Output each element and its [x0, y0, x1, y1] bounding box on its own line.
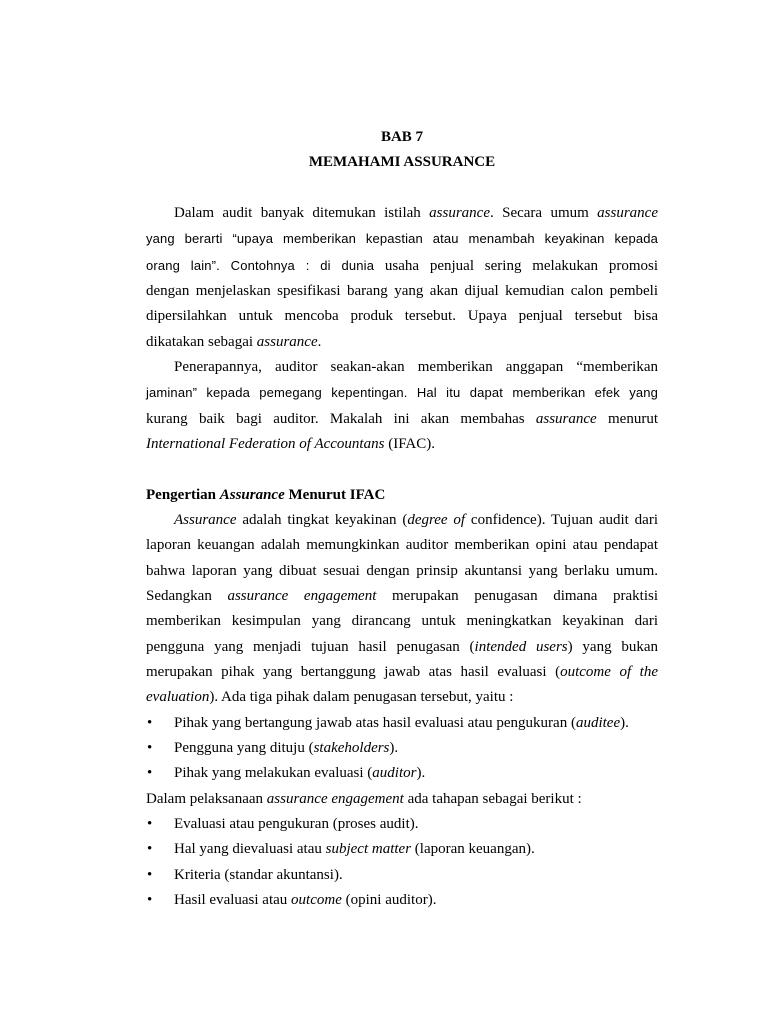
paragraph-intro [146, 201, 658, 355]
text-line [146, 685, 658, 710]
text-line [146, 226, 658, 252]
paragraph-definition [146, 508, 658, 711]
text-line [146, 304, 658, 329]
text-run: laporan keuangan adalah memungkinkan auditor memberikan opini atau pendapat [146, 537, 658, 554]
text-line [146, 609, 658, 634]
text-run: usaha penjual sering melakukan promosi [384, 257, 659, 274]
text-run: merupakan penugasan dimana praktisi [376, 587, 658, 604]
italic-text-run: outcome [291, 891, 342, 908]
text-line [146, 508, 658, 533]
italic-text-run: assurance [256, 333, 318, 350]
text-run: memberikan kesimpulan yang dirancang untuk meningkatkan keyakinan dari [146, 613, 658, 630]
text-line [146, 355, 658, 380]
bullet-icon: • [147, 841, 153, 858]
bullet-item [146, 761, 658, 786]
text-line [146, 279, 658, 304]
text-run: menurut [596, 410, 658, 427]
chapter-number: BAB 7 [380, 129, 424, 145]
text-line [146, 635, 658, 660]
italic-text-run: stakeholders [313, 739, 390, 756]
bullet-icon: • [147, 891, 153, 908]
italic-text-run: auditor [372, 765, 417, 782]
bullet-icon: • [147, 765, 153, 782]
text-run: Dalam audit banyak ditemukan istilah [174, 204, 430, 221]
text-run: orang lain”. Contohnya : di dunia [146, 257, 385, 273]
italic-text-run: Assurance [174, 511, 237, 528]
text-run: Hal yang dievaluasi atau [174, 841, 326, 858]
bullet-text [174, 740, 398, 756]
italic-text-run: assurance [597, 204, 658, 221]
paragraph-application [146, 355, 658, 457]
text-run: dipersilahkan untuk mencoba produk tersebut. Upaya penjual tersebut bisa [146, 308, 658, 325]
italic-text-run: assurance engagement [266, 790, 404, 807]
bullet-item [146, 863, 658, 888]
text-run: (laporan keuangan). [411, 841, 535, 858]
text-run: merupakan pihak yang bertanggung jawab atas hasil evaluasi ( [146, 663, 561, 680]
text-run: Dalam pelaksanaan [146, 790, 267, 807]
bullet-text [174, 765, 425, 781]
bullet-text [174, 841, 535, 857]
text-run: Menurut IFAC [284, 486, 386, 503]
text-line [146, 380, 658, 406]
text-line [146, 559, 658, 584]
italic-text-run: assurance [429, 204, 490, 221]
text-run: Penerapannya, auditor seakan-akan memberikan anggapan “memberikan [174, 358, 658, 375]
parties-list [146, 711, 658, 787]
bullet-item [146, 812, 658, 837]
text-run: Evaluasi atau pengukuran (proses audit). [174, 815, 419, 832]
text-line [146, 407, 658, 432]
italic-text-run: assurance engagement [227, 587, 377, 604]
bullet-icon: • [147, 866, 153, 883]
italic-text-run: intended users [474, 638, 568, 655]
stages-list [146, 812, 658, 913]
text-run: kurang baik bagi auditor. Makalah ini akan membahas [146, 410, 536, 427]
italic-text-run: outcome of the [560, 663, 658, 680]
text-run: adalah tingkat keyakinan ( [236, 511, 408, 528]
text-run: Pihak yang melakukan evaluasi ( [174, 765, 373, 782]
text-run: ) yang bukan [567, 638, 658, 655]
text-line [146, 584, 658, 609]
text-run: pengguna yang menjadi tujuan hasil penugasan ( [146, 638, 475, 655]
text-run: jaminan” kepada pemegang kepentingan. Hal itu dapat memberikan efek yang [146, 385, 658, 401]
bullet-text [174, 816, 419, 832]
text-run: ). [416, 765, 426, 782]
section-heading [146, 483, 658, 508]
text-run: . Secara umum [489, 204, 598, 221]
bullet-text [174, 892, 436, 908]
bullet-text [174, 715, 629, 731]
text-run: dikatakan sebagai [146, 333, 257, 350]
text-run: bahwa laporan yang dibuat sesuai dengan prinsip akuntansi yang berlaku umum. [146, 562, 658, 579]
text-run: ada tahapan sebagai berikut : [403, 790, 582, 807]
text-run: (opini auditor). [341, 891, 437, 908]
bullet-icon: • [147, 815, 153, 832]
text-run: yang berarti “upaya memberikan kepastian atau menambah keyakinan kepada [146, 231, 658, 247]
italic-text-run: Assurance [219, 486, 285, 503]
text-run: Pengguna yang dituju ( [174, 739, 314, 756]
bullet-item [146, 711, 658, 736]
text-run: Sedangkan [146, 587, 228, 604]
italic-text-run: degree of [407, 511, 466, 528]
text-run: ). [620, 714, 629, 731]
chapter-title: MEMAHAMI ASSURANCE [308, 154, 496, 171]
stages-intro [146, 787, 658, 812]
bullet-item [146, 837, 658, 862]
bullet-item [146, 736, 658, 761]
text-run: Pihak yang bertangung jawab atas hasil evaluasi atau pengukuran ( [174, 714, 576, 731]
italic-text-run: assurance [535, 410, 597, 427]
text-run: Pengertian [146, 486, 220, 503]
bullet-icon: • [147, 739, 153, 756]
text-line [146, 253, 658, 279]
text-run: confidence). Tujuan audit dari [465, 511, 658, 528]
italic-text-run: evaluation [146, 689, 210, 706]
text-run: Hasil evaluasi atau [174, 891, 292, 908]
text-line [146, 533, 658, 558]
text-run: dengan menjelaskan spesifikasi barang yang akan dijual kemudian calon pembeli [146, 282, 658, 299]
text-line [146, 201, 658, 226]
text-run: Kriteria (standar akuntansi). [174, 866, 343, 883]
italic-text-run: International Federation of Accountans [146, 435, 385, 452]
text-line [146, 432, 658, 457]
text-run: ). [389, 739, 399, 756]
bullet-icon: • [147, 714, 153, 731]
bullet-text [174, 867, 343, 883]
text-line [146, 330, 658, 355]
italic-text-run: subject matter [325, 841, 412, 858]
text-run: (IFAC). [384, 435, 436, 452]
text-run: . [317, 333, 322, 350]
text-run: ). Ada tiga pihak dalam penugasan tersebut, yaitu : [209, 689, 514, 706]
bullet-item [146, 888, 658, 913]
italic-text-run: auditee [575, 714, 621, 731]
text-line [146, 660, 658, 685]
